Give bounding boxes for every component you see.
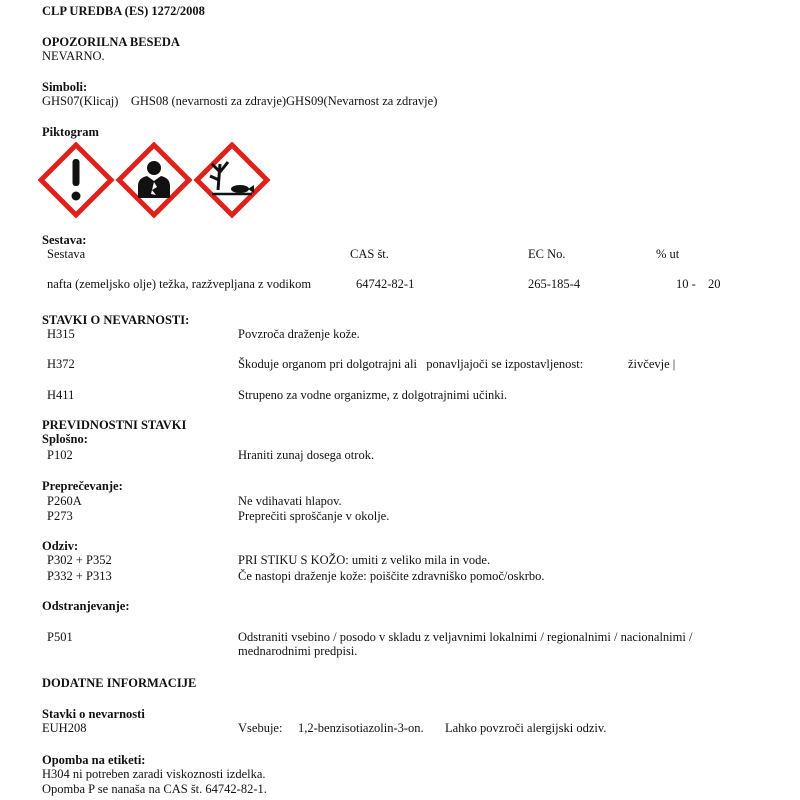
precaution-general-heading: Splošno: [42, 432, 88, 446]
label-note-line-1: H304 ni potreben zaradi viskoznosti izdelka. [42, 767, 266, 781]
precaution-prevention-heading: Preprečevanje: [42, 479, 123, 493]
composition-col-pct: % ut [656, 247, 680, 261]
exclamation-mark-icon [41, 145, 111, 215]
environment-hazard-icon [197, 145, 267, 215]
composition-col-cas: CAS št. [350, 247, 389, 261]
symbols-value: GHS07(Klicaj) GHS08 (nevarnosti za zdravje)GHS09(Nevarnost za zdravje) [42, 94, 438, 108]
precaution-text-p302-p352: PRI STIKU S KOŽO: umiti z veliko mila in vode. [238, 553, 491, 567]
precaution-code-p102: P102 [47, 448, 73, 462]
document-title: CLP UREDBA (ES) 1272/2008 [42, 4, 205, 18]
additional-hazard-heading: Stavki o nevarnosti [42, 707, 145, 721]
precaution-text-p332-p313: Če nastopi draženje kože: poiščite zdravniško pomoč/oskrbo. [238, 569, 545, 583]
composition-row-pct-from: 10 - [676, 277, 696, 291]
euh-text: Lahko povzroči alergijski odziv. [445, 721, 607, 735]
composition-heading: Sestava: [42, 233, 87, 247]
precaution-text-p102: Hraniti zunaj dosega otrok. [238, 448, 375, 462]
pictogram-row [38, 142, 278, 220]
precaution-text-p501: Odstraniti vsebino / posodo v skladu z veljavnimi lokalnimi / regionalnimi / nacionalnimi / mednarodnimi predpisi. [238, 630, 693, 658]
euh-label: Vsebuje: [238, 721, 283, 735]
label-note-line-2: Opomba P se nanaša na CAS št. 64742-82-1. [42, 782, 267, 796]
health-hazard-icon [119, 145, 189, 215]
hazard-text-h411: Strupeno za vodne organizme, z dolgotrajnimi učinki. [238, 388, 508, 402]
precaution-code-p501: P501 [47, 630, 73, 644]
composition-col-ec: EC No. [528, 247, 566, 261]
precaution-code-p302-p352: P302 + P352 [47, 553, 112, 567]
precaution-disposal-heading: Odstranjevanje: [42, 599, 130, 613]
hazard-extra-h372: živčevje | [628, 357, 676, 371]
precaution-code-p332-p313: P332 + P313 [47, 569, 112, 583]
composition-row-pct-to: 20 [708, 277, 721, 291]
hazard-code-h372: H372 [47, 357, 75, 371]
precaution-text-p260a: Ne vdihavati hlapov. [238, 494, 342, 508]
label-note-heading: Opomba na etiketi: [42, 753, 146, 767]
signal-word-value: NEVARNO. [42, 49, 105, 63]
euh-substance: 1,2-benzisotiazolin-3-on. [298, 721, 424, 735]
precaution-text-p273: Preprečiti sproščanje v okolje. [238, 509, 390, 523]
hazard-text-h372: Škoduje organom pri dolgotrajni ali ponavljajoči se izpostavljenost: [238, 357, 584, 371]
hazard-code-h411: H411 [47, 388, 75, 402]
precaution-heading: PREVIDNOSTNI STAVKI [42, 418, 187, 432]
hazard-text-h315: Povzroča draženje kože. [238, 327, 360, 341]
hazard-statements-heading: STAVKI O NEVARNOSTI: [42, 313, 190, 327]
composition-row-ec: 265-185-4 [528, 277, 581, 291]
precaution-code-p260a: P260A [47, 494, 82, 508]
symbols-heading: Simboli: [42, 80, 88, 94]
composition-row-name: nafta (zemeljsko olje) težka, razžvepljana z vodikom [47, 277, 312, 291]
pictogram-heading: Piktogram [42, 125, 99, 139]
precaution-response-heading: Odziv: [42, 539, 79, 553]
hazard-code-h315: H315 [47, 327, 75, 341]
signal-word-heading: OPOZORILNA BESEDA [42, 35, 180, 49]
composition-col-name: Sestava [47, 247, 86, 261]
additional-info-heading: DODATNE INFORMACIJE [42, 676, 197, 690]
composition-row-cas: 64742-82-1 [356, 277, 415, 291]
euh-code: EUH208 [42, 721, 87, 735]
precaution-code-p273: P273 [47, 509, 73, 523]
